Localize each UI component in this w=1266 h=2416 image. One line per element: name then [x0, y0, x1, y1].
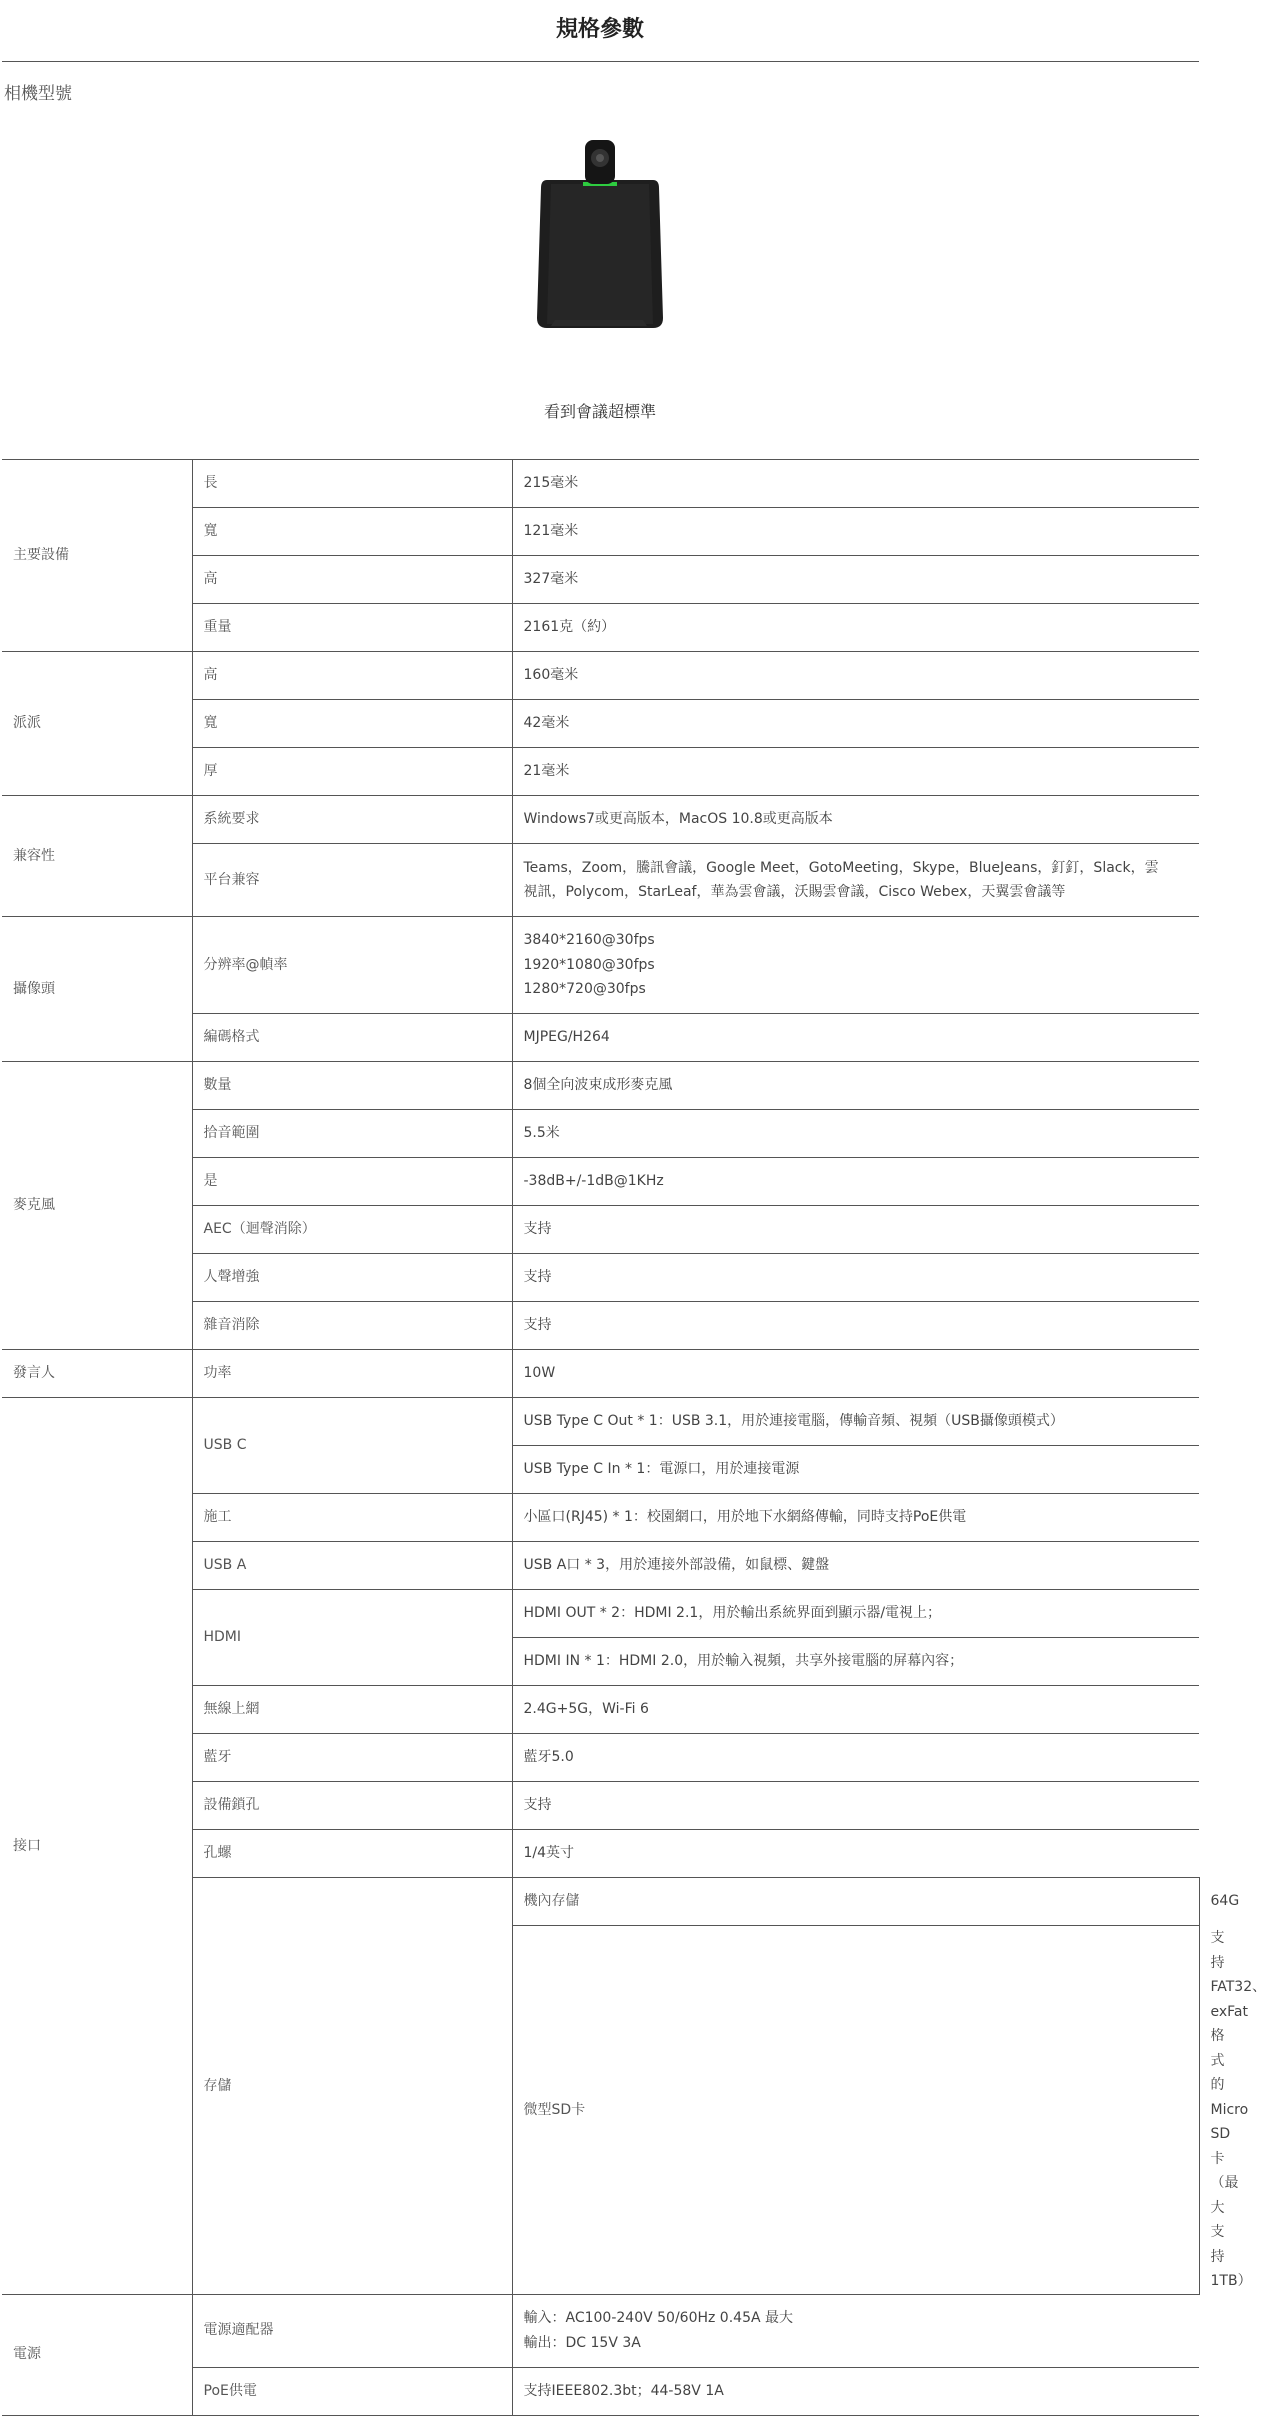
value-line: 1920*1080@30fps [523, 956, 655, 973]
spec-value: USB Type C In * 1：電源口，用於連接電源 [512, 1446, 1199, 1494]
title-divider [2, 61, 1199, 62]
spec-value [512, 917, 1199, 1014]
spec-value: 支持IEEE802.3bt；44-58V 1A [512, 2367, 1199, 2415]
spec-item: 微型SD卡 [512, 1926, 1199, 2295]
spec-item: 高 [192, 652, 512, 700]
table-row [2, 796, 1199, 844]
table-row: 存儲 機內存儲 64G [2, 1878, 1199, 1926]
spec-value: 8個全向波束成形麥克風 [512, 1062, 1199, 1110]
spec-item: 高 [192, 556, 512, 604]
spec-value: USB A口 * 3，用於連接外部設備，如鼠標、鍵盤 [512, 1542, 1199, 1590]
spec-value: 2161克（約） [512, 604, 1199, 652]
table-row [2, 652, 1199, 700]
spec-value: 2.4G+5G，Wi-Fi 6 [512, 1686, 1199, 1734]
spec-value: 1/4英寸 [512, 1830, 1199, 1878]
spec-value: 10W [512, 1350, 1199, 1398]
category-speaker: 發言人 [2, 1350, 192, 1398]
spec-value: -38dB+/-1dB@1KHz [512, 1158, 1199, 1206]
spec-item: 藍牙 [192, 1734, 512, 1782]
spec-item: 重量 [192, 604, 512, 652]
spec-value: 支持 [512, 1254, 1199, 1302]
spec-table [2, 459, 1266, 2416]
spec-item: 無線上網 [192, 1686, 512, 1734]
spec-value: 支持 [512, 1782, 1199, 1830]
table-row: 微型SD卡 支持FAT32、exFat格式的Micro SD卡（最大支持1TB） [2, 1926, 1199, 2295]
category-paipai: 派派 [2, 652, 192, 796]
spec-item: 雜音消除 [192, 1302, 512, 1350]
table-row [2, 1398, 1199, 1446]
spec-item: 孔螺 [192, 1830, 512, 1878]
spec-value [512, 2294, 1199, 2367]
table-row [2, 917, 1199, 1014]
page-title: 規格參數 [555, 17, 644, 42]
value-line: 視訊，Polycom，StarLeaf，華為雲會議，沃賜雲會議，Cisco Webex，天翼雲會議等 [523, 884, 1066, 900]
spec-value: USB Type C Out * 1：USB 3.1，用於連接電腦，傳輸音頻、視頻（USB攝像頭模式） [512, 1398, 1199, 1446]
spec-item: 寬 [192, 508, 512, 556]
spec-item: USB A [192, 1542, 512, 1590]
spec-value: 藍牙5.0 [512, 1734, 1199, 1782]
spec-item: 機內存儲 [512, 1878, 1199, 1926]
spec-value: 支持 [512, 1206, 1199, 1254]
spec-item: 長 [192, 460, 512, 508]
spec-value: HDMI IN * 1：HDMI 2.0，用於輸入視頻，共享外接電腦的屏幕內容； [512, 1638, 1199, 1686]
spec-item: USB C [192, 1398, 512, 1494]
value-line: 輸入：AC100-240V 50/60Hz 0.45A 最大 [523, 2310, 793, 2326]
value-line: 3840*2160@30fps [523, 932, 655, 949]
spec-value: 215毫米 [512, 460, 1199, 508]
table-row [2, 1350, 1199, 1398]
spec-item: 平台兼容 [192, 844, 512, 917]
spec-item: 施工 [192, 1494, 512, 1542]
spec-value: 小區口(RJ45) * 1：校園網口，用於地下水網絡傳輸，同時支持PoE供電 [512, 1494, 1199, 1542]
spec-item: 寬 [192, 700, 512, 748]
spec-item: 厚 [192, 748, 512, 796]
product-image [535, 138, 665, 332]
spec-value [512, 844, 1199, 917]
category-compat: 兼容性 [2, 796, 192, 917]
spec-value: 121毫米 [512, 508, 1199, 556]
table-row [2, 460, 1199, 508]
model-label: 相機型號 [4, 84, 72, 104]
table-row [2, 1062, 1199, 1110]
value-line: 輸出：DC 15V 3A [523, 2334, 641, 2351]
spec-value: 42毫米 [512, 700, 1199, 748]
tagline: 看到會議超標準 [543, 402, 656, 421]
category-ports: 接口 [2, 1398, 192, 2295]
spec-value: 327毫米 [512, 556, 1199, 604]
spec-item: PoE供電 [192, 2367, 512, 2415]
category-mic: 麥克風 [2, 1062, 192, 1350]
spec-item: AEC（迴聲消除） [192, 1206, 512, 1254]
spec-item: 數量 [192, 1062, 512, 1110]
spec-value: HDMI OUT * 2：HDMI 2.1，用於輸出系統界面到顯示器/電視上； [512, 1590, 1199, 1638]
spec-item: 分辨率@幀率 [192, 917, 512, 1014]
value-line: 1280*720@30fps [523, 981, 646, 998]
category-main-device: 主要設備 [2, 460, 192, 652]
spec-item: 設備鎖孔 [192, 1782, 512, 1830]
category-power: 電源 [2, 2294, 192, 2415]
value-line: Teams，Zoom，騰訊會議，Google Meet，GotoMeeting，Skype，BlueJeans，釘釘，Slack，雲 [523, 859, 1159, 876]
spec-value: MJPEG/H264 [512, 1014, 1199, 1062]
category-camera: 攝像頭 [2, 917, 192, 1062]
spec-item: 電源適配器 [192, 2294, 512, 2367]
spec-item: 功率 [192, 1350, 512, 1398]
table-row [2, 2294, 1199, 2367]
spec-value: 5.5米 [512, 1110, 1199, 1158]
spec-value: 160毫米 [512, 652, 1199, 700]
spec-item: HDMI [192, 1590, 512, 1686]
spec-item: 是 [192, 1158, 512, 1206]
spec-item: 系統要求 [192, 796, 512, 844]
spec-value: Windows7或更高版本，MacOS 10.8或更高版本 [512, 796, 1199, 844]
category-storage: 存儲 [192, 1878, 512, 2295]
spec-item: 編碼格式 [192, 1014, 512, 1062]
spec-value: 21毫米 [512, 748, 1199, 796]
spec-item: 拾音範圍 [192, 1110, 512, 1158]
spec-item: 人聲增強 [192, 1254, 512, 1302]
spec-value: 支持 [512, 1302, 1199, 1350]
